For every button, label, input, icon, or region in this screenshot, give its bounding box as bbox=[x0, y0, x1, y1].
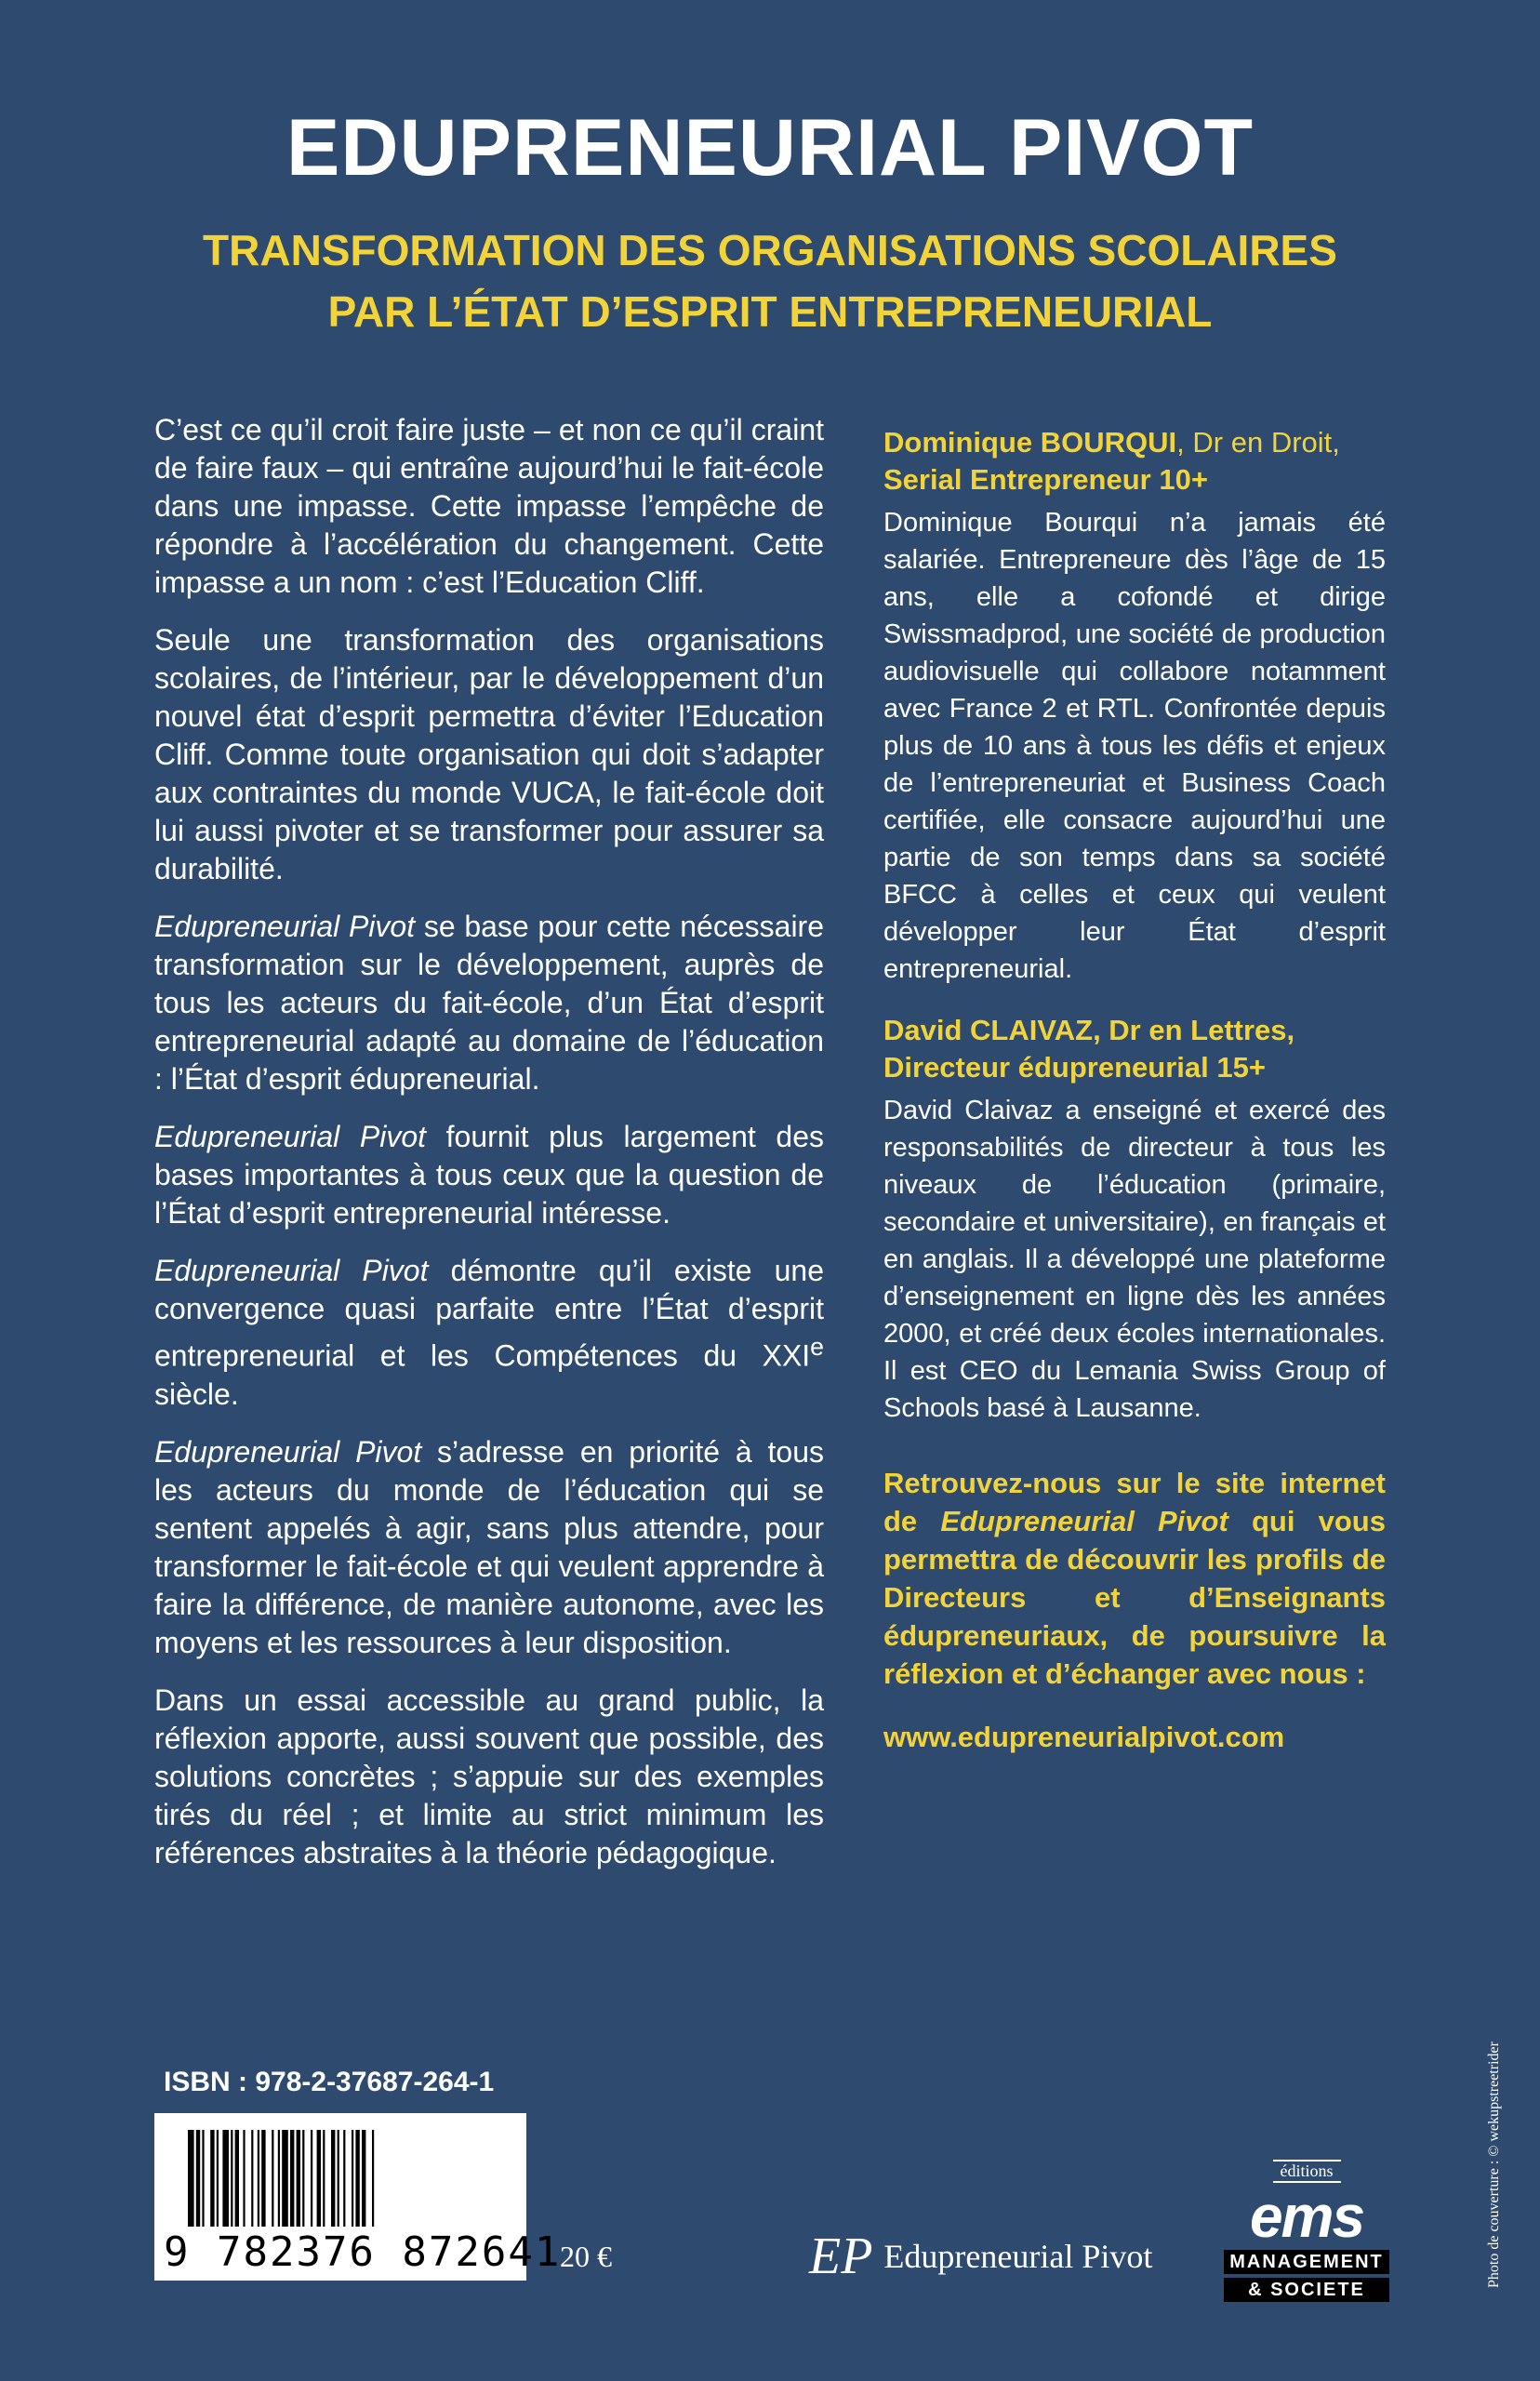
author-2-degree: , Dr en Lettres, bbox=[1093, 1014, 1295, 1046]
summary-paragraph-4 bbox=[154, 1118, 824, 1232]
author-1-name: Dominique BOURQUI bbox=[883, 426, 1177, 459]
barcode-bar bbox=[362, 2130, 365, 2227]
barcode-bar bbox=[302, 2130, 304, 2227]
photo-credit: Photo de couverture : © wekupstreetrider bbox=[1486, 2042, 1502, 2288]
summary-paragraph-7: Dans un essai accessible au grand public, la réflexion apporte, aussi souvent que possible, des solutions concrètes ; s’appuie sur des exemples tirés du réel ; et limite au strict minimum les références abstraites à la théorie pédagogique. bbox=[154, 1683, 824, 1869]
author-1-heading bbox=[883, 424, 1386, 499]
paragraph-text: se base pour cette nécessaire transformation sur le développement, auprès de tous les acteurs du fait-école, d’un État d’esprit entrepreneurial adapté au domaine de l’éducation : l’État d’esprit édupreneurial. bbox=[154, 910, 825, 1096]
author-2-name: David CLAIVAZ bbox=[883, 1014, 1094, 1046]
subtitle-line-1: TRANSFORMATION DES ORGANISATIONS SCOLAIRES bbox=[203, 226, 1337, 274]
barcode-bar bbox=[217, 2130, 219, 2227]
author-2-role: Directeur édupreneurial 15+ bbox=[883, 1051, 1266, 1084]
barcode-bar bbox=[331, 2130, 335, 2227]
superscript-e: e bbox=[810, 1333, 824, 1361]
barcode-bar bbox=[297, 2130, 300, 2227]
barcode-bar bbox=[202, 2130, 204, 2227]
barcode-digits: 9 782376 872641 bbox=[164, 2228, 562, 2276]
summary-paragraph-5 bbox=[154, 1252, 824, 1414]
price: 20 € bbox=[560, 2240, 612, 2273]
author-2-heading bbox=[883, 1012, 1386, 1086]
ems-publisher-logo bbox=[1224, 2160, 1389, 2302]
barcode-bar bbox=[278, 2130, 280, 2227]
barcode-bar bbox=[355, 2130, 359, 2227]
barcode-bar bbox=[261, 2130, 265, 2227]
author-1-degree: , Dr en Droit, bbox=[1176, 426, 1340, 459]
authors-column bbox=[883, 424, 1386, 1756]
barcode-bar bbox=[258, 2130, 259, 2227]
subtitle-line-2: PAR L’ÉTAT D’ESPRIT ENTREPRENEURIAL bbox=[327, 287, 1213, 336]
barcode-bars bbox=[154, 2113, 526, 2234]
summary-paragraph-6 bbox=[154, 1433, 824, 1662]
cta-text-end: qui vous permettra de découvrir les profils de Directeurs et d’Enseignants édupreneuriaux, de poursuivre la réflexion et d’échanger avec nous : bbox=[883, 1505, 1386, 1690]
author-2-bio: David Claivaz a enseigné et exercé des responsabilités de directeur à tous les niveaux de l’éducation (primaire, secondaire et universitaire), en français et en anglais. Il a développé une plateforme d’enseignement en ligne dès les années 2000, et créé deux écoles internationales. Il est CEO du Lemania Swiss Group of Schools basé à Lausanne. bbox=[883, 1096, 1386, 1423]
barcode-bar bbox=[222, 2130, 229, 2227]
barcode-bar bbox=[317, 2130, 321, 2227]
ems-societe-label: & SOCIETE bbox=[1224, 2278, 1389, 2302]
book-title-ref: Edupreneurial Pivot bbox=[154, 1120, 427, 1153]
ep-logo-icon: EP bbox=[809, 2228, 873, 2285]
ems-management-label: MANAGEMENT bbox=[1224, 2250, 1389, 2274]
paragraph-text-end: siècle. bbox=[154, 1377, 239, 1411]
barcode-bar bbox=[196, 2130, 200, 2227]
book-title-ref: Edupreneurial Pivot bbox=[154, 910, 416, 943]
brand-name: Edupreneurial Pivot bbox=[883, 2238, 1153, 2275]
author-1-bio: Dominique Bourqui n’a jamais été salariée. Entrepreneure dès l’âge de 15 ans, elle a cofondé et dirige Swissmadprod, une société de production audiovisuelle qui collabore notamment avec France 2 et RTL. Confrontée depuis plus de 10 ans à tous les défis et enjeux de l’entrepreneuriat et Business Coach certifiée, elle consacre aujourd’hui une partie de son temps dans sa société BFCC à celles et ceux qui veulent développer leur État d’esprit entrepreneurial. bbox=[883, 508, 1386, 984]
book-title-ref: Edupreneurial Pivot bbox=[154, 1434, 422, 1469]
ems-wordmark: ems bbox=[1249, 2183, 1364, 2250]
cta-text-start: Retrouvez-nous sur le site internet de bbox=[883, 1467, 1386, 1537]
barcode-bar bbox=[352, 2130, 353, 2227]
isbn: ISBN : 978-2-37687-264-1 bbox=[164, 2067, 495, 2097]
barcode-bar bbox=[210, 2130, 214, 2227]
website-call-to-action bbox=[883, 1464, 1386, 1693]
summary-paragraph-3 bbox=[154, 908, 824, 1098]
barcode-bar bbox=[188, 2130, 194, 2227]
paragraph-text: s’adresse en priorité à tous les acteurs du monde de l’éducation qui se sentent appelés à agir, sans plus attendre, pour transformer le fait-école et qui veulent apprendre à faire la différence, de manière autonome, avec les moyens et les ressources à leur disposition. bbox=[154, 1434, 824, 1659]
barcode-bar bbox=[282, 2130, 288, 2227]
barcode-bar bbox=[290, 2130, 294, 2227]
barcode-bar bbox=[235, 2130, 239, 2227]
cta-book-title: Edupreneurial Pivot bbox=[940, 1505, 1228, 1537]
barcode-bar bbox=[272, 2130, 273, 2227]
barcode-bar bbox=[311, 2130, 312, 2227]
book-title: EDUPRENEURIAL PIVOT bbox=[286, 103, 1254, 193]
author-1-role: Serial Entrepreneur 10+ bbox=[883, 463, 1208, 496]
book-title-ref: Edupreneurial Pivot bbox=[154, 1254, 429, 1287]
barcode-bar bbox=[323, 2130, 325, 2227]
ems-editions-label: éditions bbox=[1273, 2160, 1341, 2183]
barcode-bar bbox=[243, 2130, 245, 2227]
paragraph-text: démontre qu’il existe une convergence quasi parfaite entre l’État d’esprit entrepreneurial et les Compétences du XXI bbox=[154, 1254, 825, 1373]
book-subtitle bbox=[0, 219, 1540, 342]
summary-column bbox=[154, 411, 824, 1892]
barcode-bar bbox=[372, 2130, 374, 2227]
summary-paragraph-1: C’est ce qu’il croit faire juste – et non ce qu’il craint de faire faux – qui entraîne aujourd’hui le fait-école dans une impasse. Cette impasse l’empêche de répondre à l’accélération du changement. Cette impasse a un nom : c’est l’Education Cliff. bbox=[154, 413, 824, 599]
barcode-bar bbox=[343, 2130, 345, 2227]
website-url[interactable]: www.edupreneurialpivot.com bbox=[883, 1721, 1285, 1753]
barcode-bar bbox=[251, 2130, 253, 2227]
paragraph-text: fournit plus largement des bases importantes à tous ceux que la question de l’État d’esprit entrepreneurial intéresse. bbox=[154, 1120, 825, 1230]
summary-paragraph-2: Seule une transformation des organisations scolaires, de l’intérieur, par le développement d’un nouvel état d’esprit permettra d’éviter l’Education Cliff. Comme toute organisation qui doit s’adapter aux contraintes du monde VUCA, le fait-école doit lui aussi pivoter et se transformer pour assurer sa durabilité. bbox=[154, 623, 824, 885]
barcode-bar bbox=[231, 2130, 232, 2227]
barcode-bar bbox=[338, 2130, 339, 2227]
edupreneurial-pivot-logo bbox=[809, 2228, 1152, 2284]
barcode bbox=[154, 2113, 562, 2281]
